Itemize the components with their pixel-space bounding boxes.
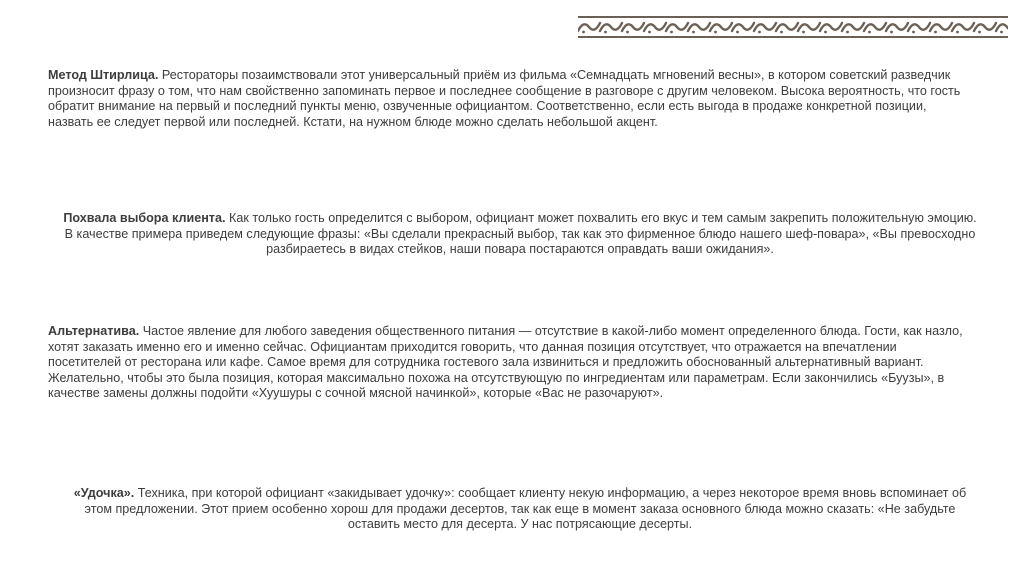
ornament-wave [600,23,622,31]
ornament-dot [714,31,717,34]
ornament-wave [644,23,666,31]
ornament-wave [710,23,732,31]
section-fishing-rod [60,486,980,533]
section-alternative [48,324,968,402]
ornament-dot [912,31,915,34]
section-stirlitz-method [48,68,968,130]
ornament-wave [754,23,776,31]
ornament-wave [908,23,930,31]
section-heading: Метод Штирлица. [48,68,159,82]
ornament-wave [622,23,644,31]
ornament-wave [666,23,688,31]
ornament-wave [688,23,710,31]
section-heading: Альтернатива. [48,324,140,338]
ornament-dot [780,31,783,34]
section-praise-choice [60,211,980,258]
ornament-dot [934,31,937,34]
ornament-dot [890,31,893,34]
decorative-ornament-border [578,14,1008,40]
section-text: Техника, при которой официант «закидывает удочку»: сообщает клиенту некую информацию, а через некоторое время вновь вспоминает об этом предложении. Этот прием особенно хорош для продажи десертов, так как еще в момент заказа основного блюда можно сказать: «Не забудьте оставить место для десерта. У нас потрясающие десерты. [84,486,967,532]
section-heading: «Удочка». [73,486,135,500]
ornament-dot [626,31,629,34]
ornament-dot [692,31,695,34]
ornament-dot [1000,31,1003,34]
ornament-wave [776,23,798,31]
ornament-dot [978,31,981,34]
ornament-wave [842,23,864,31]
ornament-dot [846,31,849,34]
ornament-wave [798,23,820,31]
ornament-dot [604,31,607,34]
section-text: Рестораторы позаимствовали этот универсальный приём из фильма «Семнадцать мгновений весны», в котором советский разведчик произносит фразу о том, что нам свойственно запоминать первое и последнее сообщение в разговоре с другим человеком. Высока вероятность, что гость обратит внимание на первый и последний пункты меню, озвученные официантом. Соответственно, если есть выгода в продаже конкретной позиции, назвать ее следует первой или последней. Кстати, на нужном блюде можно сделать небольшой акцент. [48,68,961,129]
ornament-dot [736,31,739,34]
ornament-wave [930,23,952,31]
ornament-wave [820,23,842,31]
ornament-wave [732,23,754,31]
ornament-dot [824,31,827,34]
ornament-wave [578,23,600,31]
ornament-dot [758,31,761,34]
ornament-wave [996,23,1008,31]
section-heading: Похвала выбора клиента. [63,211,226,225]
section-text: Частое явление для любого заведения общественного питания — отсутствие в какой-либо момент определенного блюда. Гости, как назло, хотят заказать именно его и именно сейчас. Официантам приходится говорить, что данная позиция отсутствует, что отражается на впечатлении посетителей от ресторана или кафе. Самое время для сотрудника гостевого зала извиниться и предложить обоснованный альтернативный вариант. Желательно, чтобы это была позиция, которая максимально похожа на отсутствующую по ингредиентам или параметрам. Если закончились «Буузы», в качестве замены должны подойти «Хуушуры с сочной мясной начинкой», которые «Вас не разочаруют». [48,324,963,401]
ornament-dot [648,31,651,34]
ornament-wave [864,23,886,31]
ornament-dot [582,31,585,34]
ornament-wave [974,23,996,31]
ornament-dot [956,31,959,34]
ornament-wave [952,23,974,31]
ornament-dot [670,31,673,34]
ornament-dot [802,31,805,34]
ornament-dot [868,31,871,34]
section-text: Как только гость определится с выбором, официант может похвалить его вкус и тем самым закрепить положительную эмоцию. В качестве примера приведем следующие фразы: «Вы сделали прекрасный выбор, так как это фирменное блюдо нашего шеф-повара», «Вы превосходно разбираетесь в видах стейков, наши повара постараются оправдать ваши ожидания». [64,211,977,257]
ornament-wave [886,23,908,31]
